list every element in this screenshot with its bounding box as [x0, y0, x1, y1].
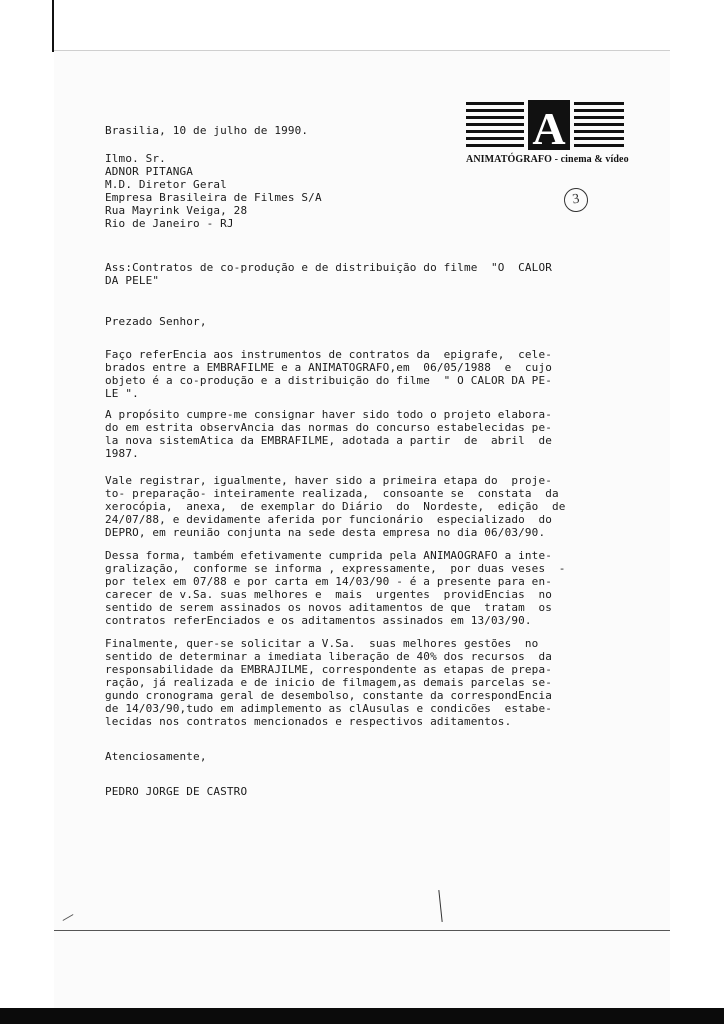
recipient-line: Ilmo. Sr. [105, 152, 166, 165]
paragraph-line: gundo cronograma geral de desembolso, constante da correspondEncia [105, 689, 552, 702]
paragraph-line: lecidas nos contratos mencionados e respectivos aditamentos. [105, 715, 512, 728]
paragraph-line: sentido de determinar a imediata liberação de 40% dos recursos da [105, 650, 552, 663]
signature-name: PEDRO JORGE DE CASTRO [105, 785, 248, 798]
paragraph-line: do em estrita observAncia das normas do concurso estabelecidas pe- [105, 421, 552, 434]
date-line: Brasilia, 10 de julho de 1990. [105, 124, 309, 137]
paragraph-line: to- preparação- inteiramente realizada, consoante se constata da [105, 487, 559, 500]
paragraph-line: Vale registrar, igualmente, haver sido a primeira etapa do proje- [105, 474, 552, 487]
fold-line [54, 930, 670, 931]
scan-margin-bottom [0, 1008, 724, 1024]
paragraph-line: A propósito cumpre-me consignar haver sido todo o projeto elabora- [105, 408, 552, 421]
letterhead-caption: ANIMATÓGRAFO - cinema & vídeo [466, 154, 629, 165]
paragraph-line: carecer de v.Sa. suas melhores e mais urgentes providEncias no [105, 588, 552, 601]
paragraph-line: Dessa forma, também efetivamente cumprida pela ANIMAOGRAFO a inte- [105, 549, 552, 562]
paragraph-line: DEPRO, em reunião conjunta na sede desta empresa no dia 06/03/90. [105, 526, 546, 539]
subject-line: Ass:Contratos de co-produção e de distribuição do filme "O CALOR [105, 261, 552, 274]
paragraph-line: Faço referEncia aos instrumentos de contratos da epigrafe, cele- [105, 348, 552, 361]
paragraph-line: responsabilidade da EMBRAJILME, correspondente as etapas de prepa- [105, 663, 552, 676]
paragraph-line: xerocópia, anexa, de exemplar do Diário do Nordeste, edição de [105, 500, 566, 513]
salutation: Prezado Senhor, [105, 315, 207, 328]
paragraph-line: gralização, conforme se informa , expressamente, por duas veses - [105, 562, 566, 575]
paragraph-line: la nova sistemAtica da EMBRAFILME, adotada a partir de abril de [105, 434, 552, 447]
subject-line: DA PELE" [105, 274, 160, 287]
paragraph-line: 24/07/88, e devidamente aferida por funcionário especializado do [105, 513, 552, 526]
handwritten-page-number: 3 [562, 186, 589, 213]
paragraph-line: de 14/03/90,tudo em adimplemento as clAusulas e condicões estabe- [105, 702, 552, 715]
paragraph-line: ração, já realizada e de inicio de filmagem,as demais parcelas se- [105, 676, 552, 689]
paragraph-line: objeto é a co-produção e a distribuição do filme " O CALOR DA PE- [105, 374, 552, 387]
recipient-line: Rio de Janeiro - RJ [105, 217, 234, 230]
scan-edge-line [52, 0, 54, 52]
paragraph-line: por telex em 07/88 e por carta em 14/03/90 - é a presente para en- [105, 575, 552, 588]
closing: Atenciosamente, [105, 750, 207, 763]
recipient-line: M.D. Diretor Geral [105, 178, 227, 191]
paragraph-line: brados entre a EMBRAFILME e a ANIMATOGRAFO,em 06/05/1988 e cujo [105, 361, 552, 374]
recipient-line: Rua Mayrink Veiga, 28 [105, 204, 248, 217]
paragraph-line: contratos referEnciados e os aditamentos assinados em 13/03/90. [105, 614, 532, 627]
paragraph-line: Finalmente, quer-se solicitar a V.Sa. suas melhores gestões no [105, 637, 539, 650]
paragraph-line: sentido de serem assinados os novos aditamentos de que tratam os [105, 601, 552, 614]
scan-margin-top [0, 0, 724, 50]
paragraph-line: 1987. [105, 447, 139, 460]
paragraph-line: LE ". [105, 387, 139, 400]
svg-text:A: A [532, 103, 566, 154]
recipient-line: Empresa Brasileira de Filmes S/A [105, 191, 322, 204]
recipient-line: ADNOR PITANGA [105, 165, 194, 178]
